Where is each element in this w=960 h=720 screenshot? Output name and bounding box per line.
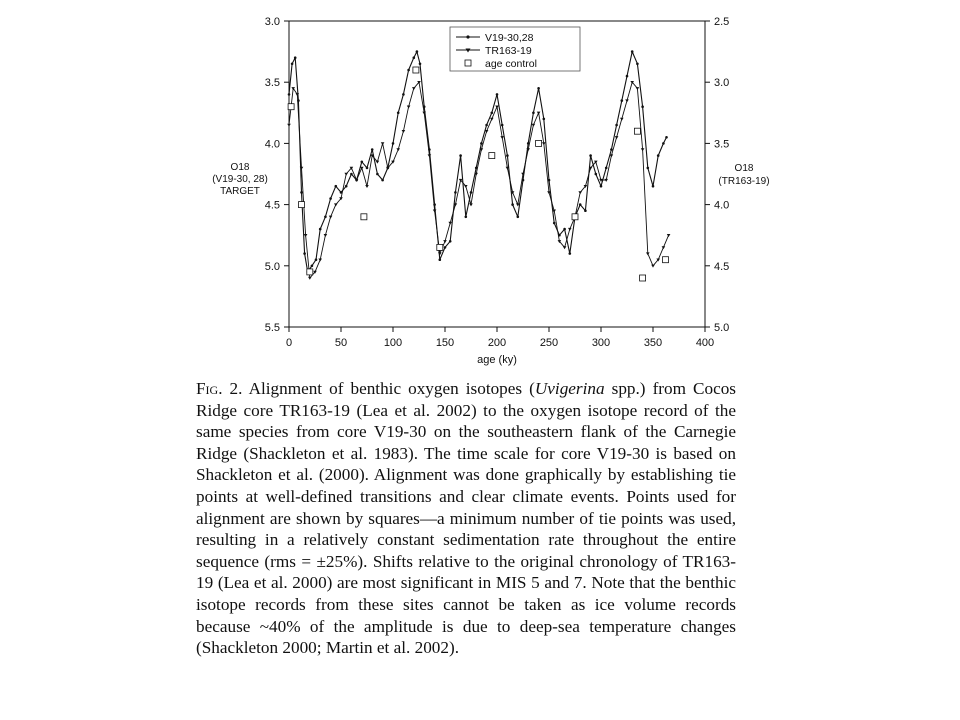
data-point: [490, 118, 494, 121]
legend-marker-v19-30: [466, 35, 469, 38]
left-y-tick: [265, 200, 289, 212]
x-tick-label: 150: [435, 337, 455, 349]
data-point: [595, 173, 598, 176]
data-point: [626, 75, 629, 78]
age-control-point: [361, 214, 367, 220]
data-point: [517, 216, 520, 219]
age-control-point: [307, 269, 313, 275]
right-y-tick: [705, 200, 729, 212]
data-point: [294, 56, 297, 59]
data-point: [459, 154, 462, 157]
right-axis-label-line-1: O18: [734, 163, 754, 174]
left-y-tick: [265, 138, 289, 150]
age-control-point: [663, 257, 669, 263]
data-point: [542, 142, 546, 145]
data-point: [428, 154, 432, 157]
data-point: [438, 252, 442, 255]
data-point: [662, 246, 666, 249]
data-point: [569, 252, 572, 255]
data-point: [511, 203, 514, 206]
age-control-point: [634, 128, 640, 134]
data-point: [344, 173, 348, 176]
x-tick: [488, 327, 506, 349]
data-point: [553, 222, 556, 225]
x-tick-label: 350: [643, 337, 663, 349]
data-point: [469, 203, 473, 206]
left-y-tick-label: 4.5: [264, 199, 280, 212]
data-point: [396, 148, 400, 151]
data-point: [646, 252, 650, 255]
data-point: [665, 136, 668, 139]
age-control-point: [299, 202, 305, 208]
data-point: [303, 252, 306, 255]
figure-caption: [196, 378, 736, 659]
data-point: [620, 118, 624, 121]
data-point: [641, 105, 644, 108]
data-point: [407, 106, 411, 109]
legend: [450, 27, 580, 71]
data-point: [465, 216, 468, 219]
data-point: [376, 173, 379, 176]
data-point: [584, 209, 587, 212]
data-point: [543, 118, 546, 121]
data-point: [506, 154, 509, 157]
data-point: [329, 197, 332, 200]
data-point: [304, 234, 308, 237]
data-point: [350, 173, 353, 176]
data-point: [449, 240, 452, 243]
right-y-tick-label: 3.0: [714, 77, 730, 90]
data-point: [600, 185, 603, 188]
data-point: [532, 112, 535, 115]
data-point: [381, 179, 384, 182]
data-point: [439, 258, 442, 261]
data-point: [662, 142, 665, 145]
left-y-tick-label: 3.0: [264, 16, 280, 28]
data-point: [667, 234, 671, 237]
left-axis-label: [212, 162, 268, 197]
data-point: [324, 234, 328, 237]
right-y-tick-label: 3.5: [714, 138, 730, 151]
right-y-tick: [705, 77, 729, 89]
right-axis-ticks: [705, 16, 729, 334]
data-point: [392, 142, 395, 145]
data-point: [300, 191, 303, 194]
data-point: [657, 154, 660, 157]
left-axis-label-line-3: TARGET: [220, 186, 260, 197]
data-point: [537, 87, 540, 90]
legend-label-age-control: age control: [485, 58, 537, 70]
age-control-point: [489, 153, 495, 159]
right-y-tick-label: 4.5: [714, 260, 730, 273]
legend-label-v19-30: V19-30,28: [485, 32, 534, 44]
left-y-tick-label: 3.5: [264, 77, 280, 90]
data-point: [625, 99, 629, 102]
x-tick: [335, 327, 347, 349]
series-v19-30-28: [288, 50, 668, 273]
data-point: [636, 87, 640, 90]
data-point: [641, 148, 645, 151]
data-point: [444, 246, 447, 249]
data-point: [311, 265, 314, 268]
caption-text-start: Alignment of benthic oxygen isotopes (: [248, 379, 535, 398]
data-point: [537, 112, 541, 115]
left-axis-ticks: [265, 16, 289, 334]
x-tick-label: 100: [383, 337, 403, 349]
data-point: [501, 124, 504, 127]
data-point: [345, 185, 348, 188]
left-y-tick: [265, 16, 289, 28]
series-tr163-19: [287, 81, 670, 280]
series-layer: [287, 50, 670, 279]
data-point: [381, 142, 385, 145]
data-point: [376, 161, 380, 164]
legend-marker-age-control: [465, 60, 471, 66]
data-point: [454, 191, 457, 194]
data-point: [315, 258, 318, 261]
x-axis-label: age (ky): [477, 354, 517, 366]
data-point: [371, 148, 374, 151]
right-y-tick-label: 5.0: [714, 322, 730, 334]
data-point: [500, 136, 504, 139]
left-y-tick-label: 4.0: [264, 138, 280, 151]
data-point: [402, 130, 406, 133]
x-tick-label: 200: [487, 337, 507, 349]
data-point: [532, 124, 536, 127]
right-y-tick-label: 2.5: [714, 16, 730, 28]
x-axis-ticks: [286, 327, 714, 349]
data-point: [334, 203, 338, 206]
data-point: [589, 154, 592, 157]
data-point: [402, 93, 405, 96]
data-point: [495, 106, 499, 109]
data-point: [288, 93, 291, 96]
left-axis-label-line-2: (V19-30, 28): [212, 174, 268, 185]
left-y-tick-label: 5.0: [264, 260, 280, 273]
data-point: [647, 167, 650, 170]
right-y-tick: [705, 322, 729, 334]
x-tick: [644, 327, 662, 349]
data-point: [563, 246, 567, 249]
age-control-point: [413, 67, 419, 73]
data-point: [287, 124, 291, 127]
data-point: [443, 240, 447, 243]
age-control-point: [572, 214, 578, 220]
data-point: [329, 216, 333, 219]
age-control-point: [640, 275, 646, 281]
x-tick-label: 50: [334, 337, 348, 349]
data-point: [491, 112, 494, 115]
data-point: [407, 69, 410, 72]
x-tick: [592, 327, 610, 349]
age-control-point: [288, 104, 294, 110]
right-y-tick-label: 4.0: [714, 199, 730, 212]
right-axis-label: [718, 163, 769, 187]
data-point: [615, 124, 618, 127]
data-point: [464, 185, 468, 188]
data-point: [335, 185, 338, 188]
data-point: [563, 228, 566, 231]
figure-label: Fig. 2.: [196, 379, 243, 398]
caption-species-name: Uvigerina: [534, 379, 605, 398]
data-point: [605, 167, 608, 170]
data-point: [324, 216, 327, 219]
data-point: [621, 99, 624, 102]
age-control-point: [536, 140, 542, 146]
data-point: [610, 148, 613, 151]
data-point: [397, 112, 400, 115]
right-axis-label-line-2: (TR163-19): [718, 176, 770, 187]
x-tick-label: 0: [285, 337, 293, 349]
data-point: [568, 228, 572, 231]
right-y-tick: [705, 16, 729, 28]
data-point: [579, 203, 582, 206]
x-tick: [696, 327, 714, 349]
left-y-tick-label: 5.5: [264, 322, 280, 334]
x-tick: [436, 327, 454, 349]
data-point: [308, 277, 312, 280]
data-point: [319, 228, 322, 231]
data-point: [412, 87, 416, 90]
x-tick: [286, 327, 292, 349]
data-point: [318, 259, 322, 262]
data-point: [470, 191, 473, 194]
data-point: [366, 167, 369, 170]
caption-text-rest: spp.) from Cocos Ridge core TR163-19 (Lea et al. 2002) to the oxygen isotope record of the same species from core V19-30 on the southeastern flank of the Carnegie Ridge (Shackleton et al. 1983). The time scale for core V19-30 is based on Shackleton et al. (2000). Alignment was done graphically by establishing tie points at well-defined transitions and clear climate events. Points used for alignment are shown by squares—a minimum number of tie points was used, resulting in a relatively constant sedimentation rate throughout the entire sequence (rms = ±25%). Shifts relative to the original chronology of TR163-19 (Lea et al. 2000) are most significant in MIS 5 and 7. Note that the benthic isotope records from these sites cannot be taken as ice volume records because ~40% of the amplitude is due to deep-sea temperature changes (Shackleton 2000; Martin et al. 2002).: [196, 379, 736, 658]
left-axis-label-line-1: O18: [230, 162, 250, 173]
left-y-tick: [265, 322, 289, 334]
data-point: [365, 185, 369, 188]
x-tick: [540, 327, 558, 349]
data-point: [485, 130, 489, 133]
data-point: [496, 93, 499, 96]
data-point: [485, 124, 488, 127]
series-line-tr163-19: [289, 82, 669, 278]
data-point: [480, 142, 483, 145]
left-y-tick: [265, 261, 289, 273]
x-tick-label: 400: [695, 337, 715, 349]
data-point: [578, 191, 582, 194]
data-point: [291, 63, 294, 66]
data-point: [413, 56, 416, 59]
data-point: [651, 265, 655, 268]
x-tick-label: 250: [539, 337, 559, 349]
x-tick-label: 300: [591, 337, 611, 349]
data-point: [361, 161, 364, 164]
legend-label-tr163-19: TR163-19: [485, 45, 532, 57]
right-y-tick: [705, 138, 729, 150]
age-control-point: [437, 244, 443, 250]
data-point: [416, 50, 419, 53]
data-point: [419, 63, 422, 66]
x-tick: [384, 327, 402, 349]
data-point: [433, 210, 437, 213]
data-point: [636, 63, 639, 66]
data-point: [652, 185, 655, 188]
right-y-tick: [705, 261, 729, 273]
left-y-tick: [265, 77, 289, 89]
data-point: [631, 50, 634, 53]
data-point: [615, 136, 619, 139]
